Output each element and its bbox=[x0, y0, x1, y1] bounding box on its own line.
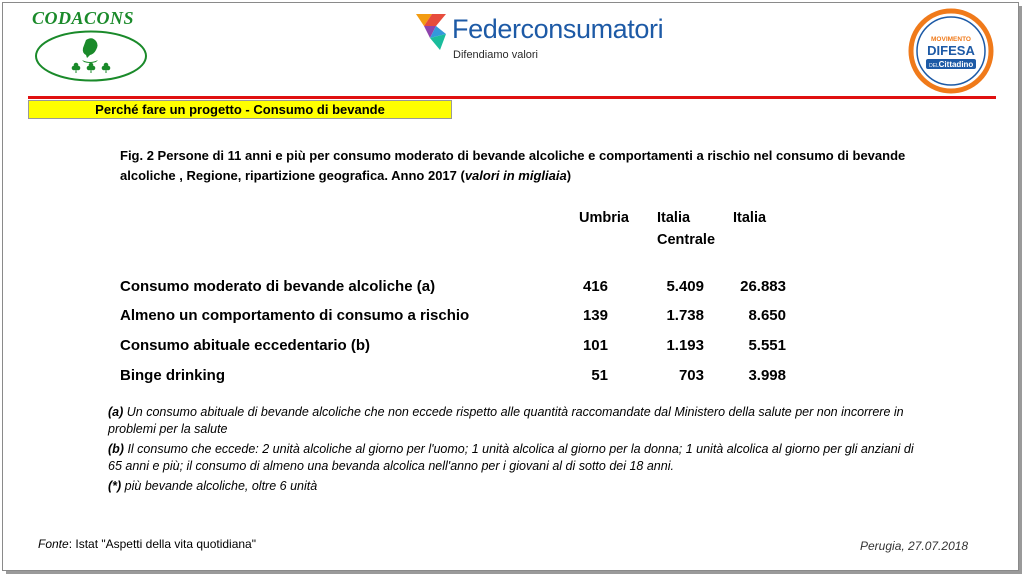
slide-shadow-bottom bbox=[6, 571, 1022, 574]
table-cell-italia: 26.883 bbox=[740, 278, 786, 295]
table-cell-umbria: 101 bbox=[582, 337, 608, 354]
footnote-a bbox=[108, 404, 920, 438]
table-cell-italia: 3.998 bbox=[748, 367, 786, 384]
table-cell-italia: 8.650 bbox=[748, 307, 786, 324]
table-cell-italia-centrale: 1.738 bbox=[666, 307, 704, 324]
place-date: Perugia, 27.07.2018 bbox=[860, 539, 969, 553]
table-cell-umbria: 139 bbox=[582, 307, 608, 324]
header-red-rule bbox=[28, 96, 996, 99]
footnote-text: più bevande alcoliche, oltre 6 unità bbox=[121, 479, 318, 493]
movimento-difesa-cittadino-logo bbox=[908, 8, 994, 94]
slide-shadow-right bbox=[1019, 6, 1022, 573]
table-row-label: Consumo abituale eccedentario (b) bbox=[120, 337, 371, 354]
federconsumatori-logo-icon bbox=[414, 12, 448, 52]
footnote-star bbox=[108, 478, 920, 495]
federconsumatori-tagline: Difendiamo valori bbox=[453, 49, 538, 61]
table-cell-italia-centrale: 5.409 bbox=[666, 278, 704, 295]
table-cell-umbria: 51 bbox=[591, 367, 608, 384]
table-cell-italia-centrale: 703 bbox=[678, 367, 704, 384]
table-row-label: Consumo moderato di bevande alcoliche (a) bbox=[120, 278, 436, 295]
column-header-italia: Italia bbox=[733, 210, 767, 226]
figure-title-close: ) bbox=[566, 168, 572, 183]
mdc-line1: MOVIMENTO bbox=[931, 36, 971, 43]
footnote-marker: (*) bbox=[108, 479, 122, 493]
footnote-marker: (a) bbox=[108, 405, 124, 419]
figure-title-main: Fig. 2 Persone di 11 anni e più per consumo moderato di bevande alcoliche e comportamenti a rischio nel consumo di bevande alcoliche , Regione, ripartizione geografica. Anno 2017 ( bbox=[120, 148, 906, 183]
table-cell-italia-centrale: 1.193 bbox=[666, 337, 704, 354]
codacons-logo-title: CODACONS bbox=[32, 8, 135, 28]
footnote-text: Il consumo che eccede: 2 unità alcoliche al giorno per l'uomo; 1 unità alcolica al giorno per la donna; 1 unità alcolica al giorno per gli anziani di 65 anni e più; il consumo di almeno una bevanda alcolica nell'anno per i giovani al di sotto dei 18 anni. bbox=[108, 442, 914, 473]
codacons-bird-clover-logo bbox=[34, 30, 148, 82]
footnote-marker: (b) bbox=[108, 442, 124, 456]
footnotes bbox=[108, 404, 920, 498]
column-header-italia-centrale: Italia Centrale bbox=[657, 210, 716, 248]
mdc-line3: Cittadino bbox=[938, 60, 974, 69]
footnote-b bbox=[108, 441, 920, 475]
table-cell-umbria: 416 bbox=[582, 278, 608, 295]
federconsumatori-name: Federconsumatori bbox=[452, 14, 664, 44]
source-label: Fonte bbox=[38, 537, 69, 551]
table-row-label: Binge drinking bbox=[120, 367, 225, 384]
source-line bbox=[38, 537, 256, 551]
table-cell-italia: 5.551 bbox=[748, 337, 786, 354]
source-text: : Istat "Aspetti della vita quotidiana" bbox=[68, 537, 256, 551]
mdc-line3-prefix: DEL bbox=[929, 63, 939, 69]
footnote-text: Un consumo abituale di bevande alcoliche che non eccede rispetto alle quantità raccomandate dal Ministero della salute per non incorrere in problemi per la salute bbox=[108, 405, 904, 436]
table-row-label: Almeno un comportamento di consumo a rischio bbox=[120, 307, 470, 324]
figure-title-unit: valori in migliaia bbox=[464, 168, 567, 183]
column-header-umbria: Umbria bbox=[579, 210, 629, 226]
section-tag: Perché fare un progetto - Consumo di bevande bbox=[28, 100, 452, 119]
mdc-line2: DIFESA bbox=[927, 43, 975, 58]
figure-title bbox=[120, 146, 910, 186]
